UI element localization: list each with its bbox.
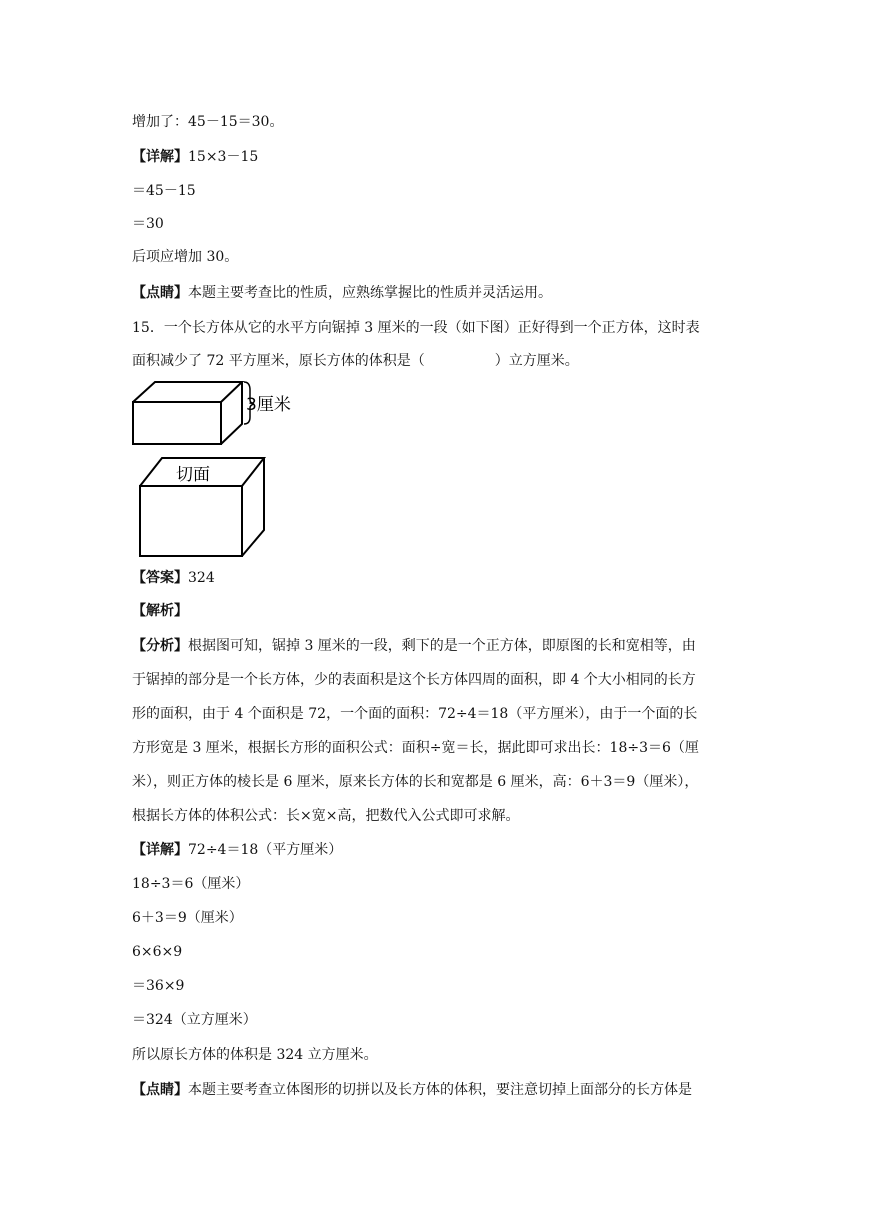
detail-line — [132, 147, 258, 167]
detail-tag: 【详解】 — [132, 149, 188, 165]
analysis-line — [132, 636, 696, 656]
text-line: ＝30 — [132, 216, 164, 232]
point-tag: 【点睛】 — [132, 285, 188, 301]
cut-slab — [133, 382, 242, 444]
question-15-line1: 15．一个长方体从它的水平方向锯掉 3 厘米的一段（如下图）正好得到一个正方体，这时表 — [132, 320, 700, 336]
analysis-line: 根据长方体的体积公式：长×宽×高，把数代入公式即可求解。 — [132, 808, 520, 824]
question-15-line2 — [132, 351, 579, 371]
question-15-text: 面积减少了 72 平方厘米，原长方体的体积是（ — [132, 353, 425, 369]
analysis-line: 米），则正方体的棱长是 6 厘米，原来长方体的长和宽都是 6 厘米，高：6＋3＝9（厘米）， — [132, 774, 699, 790]
cuboid-figure — [132, 380, 302, 562]
detail-text: 72÷4＝18（平方厘米） — [188, 842, 343, 858]
point-line — [132, 1080, 692, 1100]
calc-line: ＝36×9 — [132, 978, 185, 994]
point-tag: 【点睛】 — [132, 1082, 188, 1098]
question-15-text-end: ）立方厘米。 — [494, 353, 579, 369]
detail-text: 15×3－15 — [188, 149, 259, 165]
height-label: 3厘米 — [246, 395, 291, 415]
calc-line: 6＋3＝9（厘米） — [132, 910, 243, 926]
answer-line — [132, 568, 215, 588]
text-line: 后项应增加 30。 — [132, 249, 239, 265]
point-line — [132, 283, 552, 303]
calc-line: 6×6×9 — [132, 944, 183, 960]
analysis-text: 根据图可知，锯掉 3 厘米的一段，剩下的是一个正方体，即原图的长和宽相等，由 — [188, 638, 696, 654]
detail-tag: 【详解】 — [132, 842, 188, 858]
calc-line: ＝324（立方厘米） — [132, 1012, 257, 1028]
calc-line: 18÷3＝6（厘米） — [132, 876, 250, 892]
point-text: 本题主要考查立体图形的切拼以及长方体的体积，要注意切掉上面部分的长方体是 — [188, 1082, 692, 1098]
analysis-line: 形的面积，由于 4 个面积是 72，一个面的面积：72÷4＝18（平方厘米），由于一个面的长 — [132, 706, 698, 722]
answer-value: 324 — [188, 570, 215, 586]
analysis-heading: 【解析】 — [132, 603, 188, 619]
analysis-line: 方形宽是 3 厘米，根据长方形的面积公式：面积÷宽＝长，据此即可求出长：18÷3＝6（厘 — [132, 740, 699, 756]
text-line: ＝45－15 — [132, 183, 196, 199]
conclusion-line: 所以原长方体的体积是 324 立方厘米。 — [132, 1047, 378, 1063]
analysis-tag: 【分析】 — [132, 638, 188, 654]
text-line: 增加了：45－15＝30。 — [132, 114, 284, 130]
detail-line — [132, 840, 342, 860]
analysis-line: 于锯掉的部分是一个长方体，少的表面积是这个长方体四周的面积，即 4 个大小相同的长方 — [132, 672, 696, 688]
cut-face-label: 切面 — [176, 465, 210, 485]
answer-tag: 【答案】 — [132, 570, 188, 586]
point-text: 本题主要考查比的性质，应熟练掌握比的性质并灵活运用。 — [188, 285, 552, 301]
